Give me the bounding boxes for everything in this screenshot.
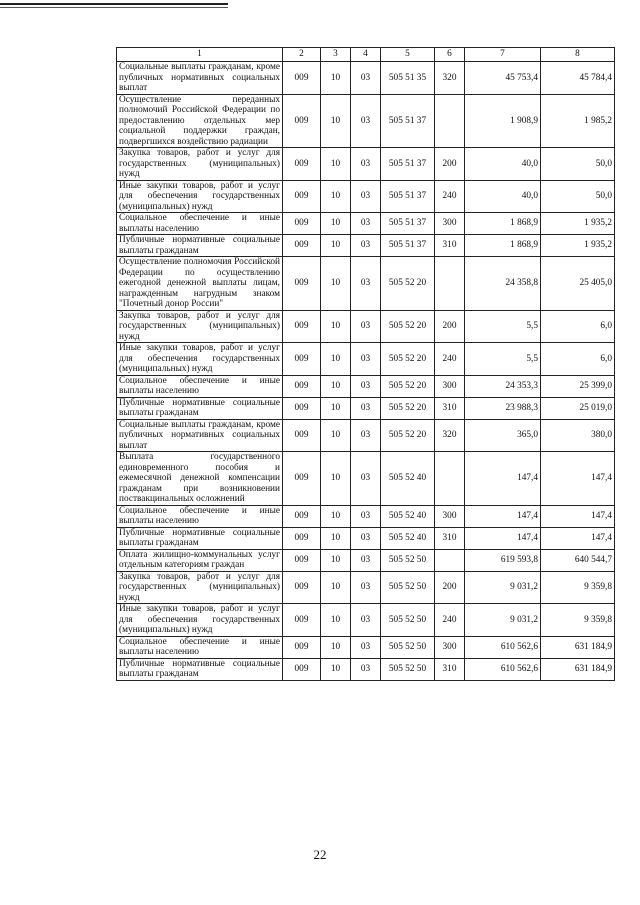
- admin-code-cell: 009: [283, 549, 321, 571]
- subsection-cell: 03: [351, 527, 381, 549]
- target-article-cell: 505 52 50: [381, 571, 435, 604]
- subsection-cell: 03: [351, 343, 381, 376]
- row-name-cell: Иные закупки товаров, работ и услуг для обеспечения государственных (муниципальных) нужд: [117, 343, 283, 376]
- subsection-cell: 03: [351, 505, 381, 527]
- row-name-cell: Закупка товаров, работ и услуг для государственных (муниципальных) нужд: [117, 310, 283, 343]
- amount-year2-cell: 25 399,0: [541, 375, 615, 397]
- subsection-cell: 03: [351, 180, 381, 213]
- amount-year2-cell: 1 935,2: [541, 213, 615, 235]
- admin-code-cell: 009: [283, 62, 321, 95]
- admin-code-cell: 009: [283, 452, 321, 506]
- amount-year2-cell: 50,0: [541, 148, 615, 181]
- amount-year2-cell: 640 544,7: [541, 549, 615, 571]
- target-article-cell: 505 51 37: [381, 235, 435, 257]
- amount-year1-cell: 23 988,3: [465, 397, 541, 419]
- row-name-cell: Выплата государственного единовременного пособия и ежемесячной денежной компенсации гражданам при возникновении поствакцинальных осложнений: [117, 452, 283, 506]
- header-rule: [0, 3, 228, 5]
- admin-code-cell: 009: [283, 257, 321, 311]
- target-article-cell: 505 52 40: [381, 527, 435, 549]
- header-col-2: 2: [283, 48, 321, 62]
- expense-type-cell: 300: [435, 636, 465, 658]
- amount-year2-cell: 9 359,8: [541, 604, 615, 637]
- table-row: [117, 658, 615, 680]
- expense-type-cell: 240: [435, 343, 465, 376]
- expense-type-cell: 310: [435, 527, 465, 549]
- section-cell: 10: [321, 549, 351, 571]
- amount-year1-cell: 1 868,9: [465, 235, 541, 257]
- row-name-cell: Социальное обеспечение и иные выплаты населению: [117, 636, 283, 658]
- amount-year1-cell: 619 593,8: [465, 549, 541, 571]
- admin-code-cell: 009: [283, 505, 321, 527]
- admin-code-cell: 009: [283, 375, 321, 397]
- subsection-cell: 03: [351, 549, 381, 571]
- section-cell: 10: [321, 527, 351, 549]
- row-name-cell: Публичные нормативные социальные выплаты гражданам: [117, 397, 283, 419]
- amount-year2-cell: 147,4: [541, 452, 615, 506]
- amount-year2-cell: 25 019,0: [541, 397, 615, 419]
- amount-year1-cell: 610 562,6: [465, 658, 541, 680]
- subsection-cell: 03: [351, 397, 381, 419]
- expense-type-cell: 320: [435, 419, 465, 452]
- budget-table: [116, 47, 615, 681]
- amount-year1-cell: 365,0: [465, 419, 541, 452]
- amount-year2-cell: 45 784,4: [541, 62, 615, 95]
- row-name-cell: Иные закупки товаров, работ и услуг для обеспечения государственных (муниципальных) нужд: [117, 180, 283, 213]
- row-name-cell: Иные закупки товаров, работ и услуг для обеспечения государственных (муниципальных) нужд: [117, 604, 283, 637]
- admin-code-cell: 009: [283, 397, 321, 419]
- row-name-cell: Публичные нормативные социальные выплаты гражданам: [117, 235, 283, 257]
- admin-code-cell: 009: [283, 636, 321, 658]
- expense-type-cell: 300: [435, 213, 465, 235]
- table-row: [117, 148, 615, 181]
- subsection-cell: 03: [351, 658, 381, 680]
- row-name-cell: Социальные выплаты гражданам, кроме публичных нормативных социальных выплат: [117, 419, 283, 452]
- admin-code-cell: 009: [283, 658, 321, 680]
- row-name-cell: Социальные выплаты гражданам, кроме публичных нормативных социальных выплат: [117, 62, 283, 95]
- expense-type-cell: 200: [435, 148, 465, 181]
- expense-type-cell: 300: [435, 505, 465, 527]
- admin-code-cell: 009: [283, 527, 321, 549]
- row-name-cell: Публичные нормативные социальные выплаты гражданам: [117, 527, 283, 549]
- admin-code-cell: 009: [283, 94, 321, 148]
- expense-type-cell: 240: [435, 604, 465, 637]
- expense-type-cell: 200: [435, 571, 465, 604]
- table-row: [117, 571, 615, 604]
- row-name-cell: Осуществление переданных полномочий Российской Федерации по предоставлению отдельных мер социальной поддержки граждан, подвергшихся воздействию радиации: [117, 94, 283, 148]
- amount-year1-cell: 45 753,4: [465, 62, 541, 95]
- admin-code-cell: 009: [283, 571, 321, 604]
- amount-year1-cell: 9 031,2: [465, 571, 541, 604]
- row-name-cell: Осуществление полномочия Российской Федерации по осуществлению ежегодной денежной выплаты лицам, награжденным нагрудным знаком "Почетный донор России": [117, 257, 283, 311]
- amount-year2-cell: 1 935,2: [541, 235, 615, 257]
- expense-type-cell: [435, 549, 465, 571]
- section-cell: 10: [321, 636, 351, 658]
- subsection-cell: 03: [351, 604, 381, 637]
- section-cell: 10: [321, 257, 351, 311]
- amount-year1-cell: 1 868,9: [465, 213, 541, 235]
- section-cell: 10: [321, 505, 351, 527]
- page-number: 22: [313, 847, 327, 862]
- subsection-cell: 03: [351, 94, 381, 148]
- header-col-5: 5: [381, 48, 435, 62]
- table-row: [117, 62, 615, 95]
- admin-code-cell: 009: [283, 180, 321, 213]
- table-row: [117, 397, 615, 419]
- section-cell: 10: [321, 375, 351, 397]
- expense-type-cell: 200: [435, 310, 465, 343]
- section-cell: 10: [321, 148, 351, 181]
- subsection-cell: 03: [351, 375, 381, 397]
- subsection-cell: 03: [351, 213, 381, 235]
- header-col-3: 3: [321, 48, 351, 62]
- amount-year2-cell: 25 405,0: [541, 257, 615, 311]
- table-row: [117, 505, 615, 527]
- section-cell: 10: [321, 571, 351, 604]
- amount-year2-cell: 9 359,8: [541, 571, 615, 604]
- amount-year1-cell: 24 358,8: [465, 257, 541, 311]
- section-cell: 10: [321, 452, 351, 506]
- subsection-cell: 03: [351, 62, 381, 95]
- target-article-cell: 505 52 50: [381, 636, 435, 658]
- table-row: [117, 527, 615, 549]
- target-article-cell: 505 52 50: [381, 658, 435, 680]
- amount-year1-cell: 1 908,9: [465, 94, 541, 148]
- target-article-cell: 505 52 20: [381, 343, 435, 376]
- subsection-cell: 03: [351, 257, 381, 311]
- amount-year1-cell: 147,4: [465, 452, 541, 506]
- target-article-cell: 505 52 50: [381, 604, 435, 637]
- admin-code-cell: 009: [283, 213, 321, 235]
- amount-year2-cell: 147,4: [541, 505, 615, 527]
- amount-year2-cell: 6,0: [541, 310, 615, 343]
- target-article-cell: 505 52 20: [381, 310, 435, 343]
- target-article-cell: 505 52 20: [381, 257, 435, 311]
- header-col-1: 1: [117, 48, 283, 62]
- target-article-cell: 505 52 20: [381, 397, 435, 419]
- section-cell: 10: [321, 94, 351, 148]
- amount-year2-cell: 1 985,2: [541, 94, 615, 148]
- section-cell: 10: [321, 213, 351, 235]
- expense-type-cell: 300: [435, 375, 465, 397]
- amount-year2-cell: 147,4: [541, 527, 615, 549]
- section-cell: 10: [321, 419, 351, 452]
- table-row: [117, 452, 615, 506]
- amount-year1-cell: 147,4: [465, 505, 541, 527]
- expense-type-cell: 320: [435, 62, 465, 95]
- target-article-cell: 505 52 20: [381, 375, 435, 397]
- target-article-cell: 505 52 50: [381, 549, 435, 571]
- subsection-cell: 03: [351, 235, 381, 257]
- admin-code-cell: 009: [283, 148, 321, 181]
- expense-type-cell: 310: [435, 235, 465, 257]
- table-row: [117, 549, 615, 571]
- header-col-7: 7: [465, 48, 541, 62]
- target-article-cell: 505 52 20: [381, 419, 435, 452]
- expense-type-cell: [435, 257, 465, 311]
- table-row: [117, 343, 615, 376]
- admin-code-cell: 009: [283, 310, 321, 343]
- table-row: [117, 310, 615, 343]
- table-row: [117, 375, 615, 397]
- row-name-cell: Закупка товаров, работ и услуг для государственных (муниципальных) нужд: [117, 148, 283, 181]
- section-cell: 10: [321, 604, 351, 637]
- header-rule-thin: [0, 7, 228, 8]
- table-header-row: [117, 48, 615, 62]
- expense-type-cell: [435, 452, 465, 506]
- section-cell: 10: [321, 235, 351, 257]
- target-article-cell: 505 51 35: [381, 62, 435, 95]
- section-cell: 10: [321, 62, 351, 95]
- amount-year1-cell: 147,4: [465, 527, 541, 549]
- section-cell: 10: [321, 658, 351, 680]
- table-row: [117, 180, 615, 213]
- row-name-cell: Закупка товаров, работ и услуг для государственных (муниципальных) нужд: [117, 571, 283, 604]
- subsection-cell: 03: [351, 310, 381, 343]
- subsection-cell: 03: [351, 419, 381, 452]
- admin-code-cell: 009: [283, 604, 321, 637]
- header-col-4: 4: [351, 48, 381, 62]
- section-cell: 10: [321, 397, 351, 419]
- section-cell: 10: [321, 343, 351, 376]
- target-article-cell: 505 52 40: [381, 505, 435, 527]
- row-name-cell: Социальное обеспечение и иные выплаты населению: [117, 213, 283, 235]
- amount-year1-cell: 24 353,3: [465, 375, 541, 397]
- expense-type-cell: 310: [435, 658, 465, 680]
- amount-year1-cell: 40,0: [465, 148, 541, 181]
- amount-year1-cell: 5,5: [465, 310, 541, 343]
- amount-year1-cell: 610 562,6: [465, 636, 541, 658]
- table-row: [117, 94, 615, 148]
- amount-year1-cell: 9 031,2: [465, 604, 541, 637]
- amount-year2-cell: 631 184,9: [541, 658, 615, 680]
- header-col-8: 8: [541, 48, 615, 62]
- row-name-cell: Публичные нормативные социальные выплаты гражданам: [117, 658, 283, 680]
- subsection-cell: 03: [351, 636, 381, 658]
- table-row: [117, 419, 615, 452]
- table-row: [117, 257, 615, 311]
- amount-year1-cell: 5,5: [465, 343, 541, 376]
- table-row: [117, 213, 615, 235]
- amount-year2-cell: 50,0: [541, 180, 615, 213]
- header-col-6: 6: [435, 48, 465, 62]
- admin-code-cell: 009: [283, 343, 321, 376]
- amount-year2-cell: 631 184,9: [541, 636, 615, 658]
- section-cell: 10: [321, 310, 351, 343]
- table-row: [117, 604, 615, 637]
- expense-type-cell: 310: [435, 397, 465, 419]
- subsection-cell: 03: [351, 148, 381, 181]
- row-name-cell: Социальное обеспечение и иные выплаты населению: [117, 375, 283, 397]
- expense-type-cell: [435, 94, 465, 148]
- subsection-cell: 03: [351, 452, 381, 506]
- target-article-cell: 505 51 37: [381, 180, 435, 213]
- amount-year2-cell: 380,0: [541, 419, 615, 452]
- target-article-cell: 505 51 37: [381, 94, 435, 148]
- target-article-cell: 505 51 37: [381, 148, 435, 181]
- expense-type-cell: 240: [435, 180, 465, 213]
- section-cell: 10: [321, 180, 351, 213]
- table-row: [117, 636, 615, 658]
- amount-year2-cell: 6,0: [541, 343, 615, 376]
- subsection-cell: 03: [351, 571, 381, 604]
- row-name-cell: Социальное обеспечение и иные выплаты населению: [117, 505, 283, 527]
- admin-code-cell: 009: [283, 235, 321, 257]
- table-row: [117, 235, 615, 257]
- amount-year1-cell: 40,0: [465, 180, 541, 213]
- row-name-cell: Оплата жилищно-коммунальных услуг отдельным категориям граждан: [117, 549, 283, 571]
- target-article-cell: 505 52 40: [381, 452, 435, 506]
- target-article-cell: 505 51 37: [381, 213, 435, 235]
- admin-code-cell: 009: [283, 419, 321, 452]
